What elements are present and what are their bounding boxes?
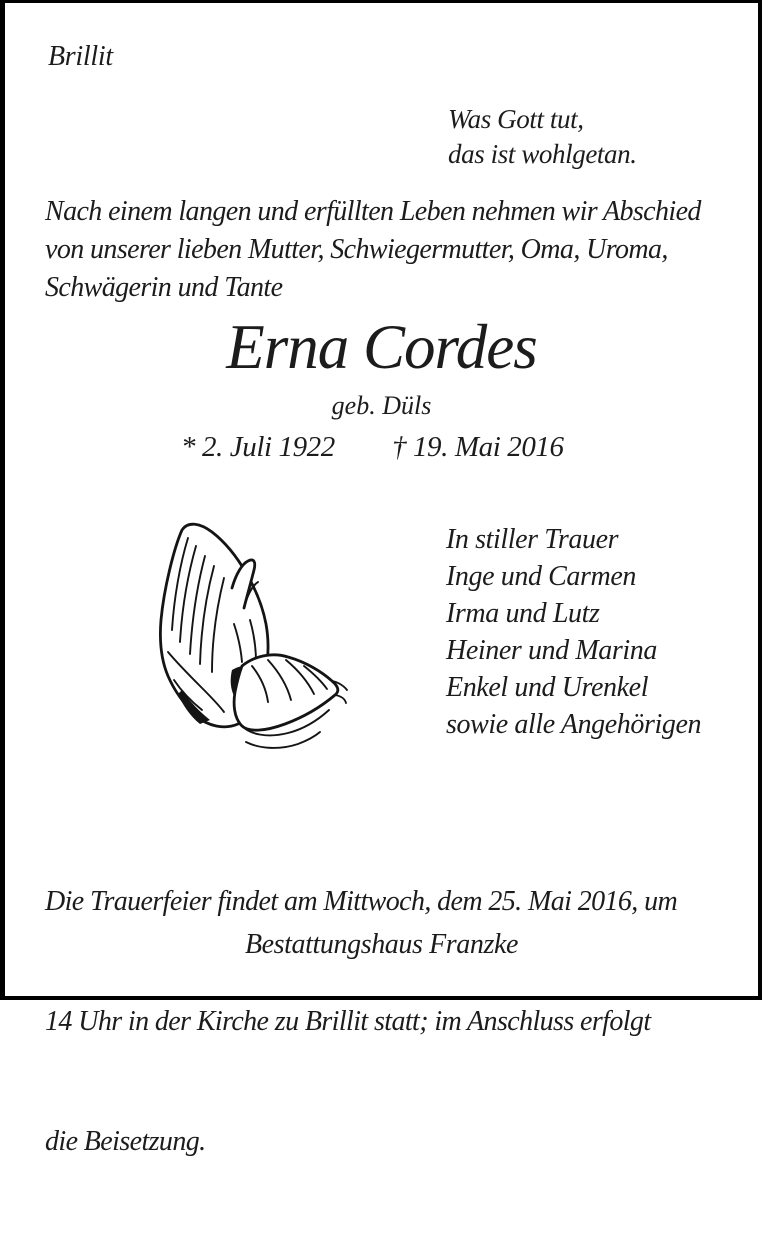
- mourners-list: [446, 521, 701, 743]
- praying-hands-icon: [146, 504, 391, 764]
- mourner-line: Enkel und Urenkel: [446, 672, 649, 703]
- maiden-name: geb. Düls: [331, 391, 432, 420]
- death-date: † 19. Mai 2016: [392, 431, 564, 463]
- funeral-line: 14 Uhr in der Kirche zu Brillit statt; im Anschluss erfolgt: [45, 1006, 651, 1037]
- funeral-home: Bestattungshaus Franzke: [244, 929, 519, 960]
- funeral-line: die Beisetzung.: [45, 1126, 206, 1157]
- mourner-line: In stiller Trauer: [446, 524, 619, 555]
- intro-text: [45, 193, 701, 307]
- deceased-name: Erna Cordes: [226, 312, 537, 382]
- mourner-line: sowie alle Angehörigen: [446, 709, 702, 740]
- funeral-info: [45, 802, 677, 1242]
- mourner-line: Heiner und Marina: [446, 635, 657, 666]
- intro-line: von unserer lieben Mutter, Schwiegermutter, Oma, Uroma,: [45, 234, 668, 265]
- motto-line: Was Gott tut,: [448, 104, 584, 134]
- intro-line: Nach einem langen und erfüllten Leben nehmen wir Abschied: [45, 196, 701, 227]
- motto-line: das ist wohlgetan.: [448, 139, 637, 169]
- intro-line: Schwägerin und Tante: [45, 272, 283, 303]
- funeral-line: Die Trauerfeier findet am Mittwoch, dem 25. Mai 2016, um: [45, 886, 678, 917]
- birth-date: * 2. Juli 1922: [181, 431, 335, 463]
- motto: [448, 102, 637, 172]
- mourner-line: Inge und Carmen: [446, 561, 636, 592]
- place-label: Brillit: [48, 41, 113, 72]
- mourner-line: Irma und Lutz: [446, 598, 600, 629]
